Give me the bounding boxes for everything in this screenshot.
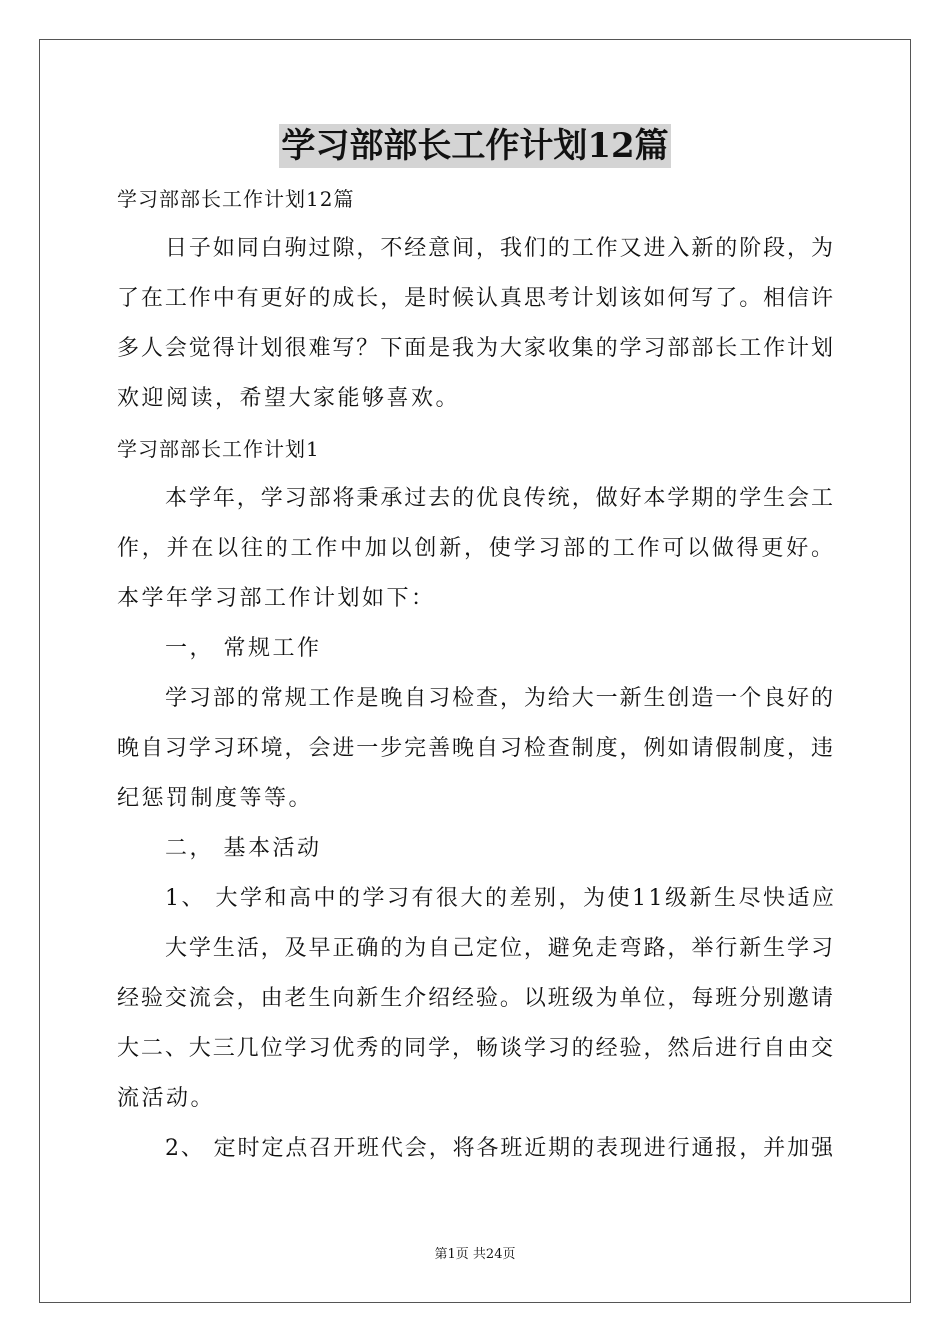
paragraph-line: 大学生活，及早正确的为自己定位，避免走弯路，举行新生学习 [165,936,833,961]
paragraph-line: 多人会觉得计划很难写？下面是我为大家收集的学习部部长工作计划 [117,336,833,361]
paragraph-line: 经验交流会，由老生向新生介绍经验。以班级为单位，每班分别邀请 [117,986,833,1011]
paragraph-line: 流活动。 [117,1086,216,1111]
paragraph-line: 晚自习学习环境，会进一步完善晚自习检查制度，例如请假制度，违 [117,736,833,761]
paragraph-line: 学习部的常规工作是晚自习检查，为给大一新生创造一个良好的 [165,686,833,711]
paragraph-line: 了在工作中有更好的成长，是时候认真思考计划该如何写了。相信许 [117,286,833,311]
document-title-text: 学习部部长工作计划12篇 [281,126,669,166]
paragraph-line: 纪惩罚制度等等。 [117,786,314,811]
subtitle-line: 学习部部长工作计划12篇 [117,187,355,211]
list-item: 1、 大学和高中的学习有很大的差别，为使11级新生尽快适应 [165,886,837,911]
paragraph-line: 大二、大三几位学习优秀的同学，畅谈学习的经验，然后进行自由交 [117,1036,833,1061]
paragraph-line: 日子如同白驹过隙，不经意间，我们的工作又进入新的阶段，为 [165,236,833,261]
paragraph-line: 本学年学习部工作计划如下： [117,586,436,611]
paragraph-line: 本学年，学习部将秉承过去的优良传统，做好本学期的学生会工 [165,486,833,511]
list-item: 2、 定时定点召开班代会，将各班近期的表现进行通报，并加强 [165,1136,833,1161]
subsection-heading: 一， 常规工作 [165,636,322,661]
subsection-heading: 二， 基本活动 [165,836,322,861]
page-footer: 第1页 共24页 [434,1247,516,1262]
paragraph-line: 欢迎阅读，希望大家能够喜欢。 [117,386,461,411]
section-heading: 学习部部长工作计划1 [117,437,320,461]
document-title [0,124,950,168]
paragraph-line: 作，并在以往的工作中加以创新，使学习部的工作可以做得更好。 [117,536,833,561]
